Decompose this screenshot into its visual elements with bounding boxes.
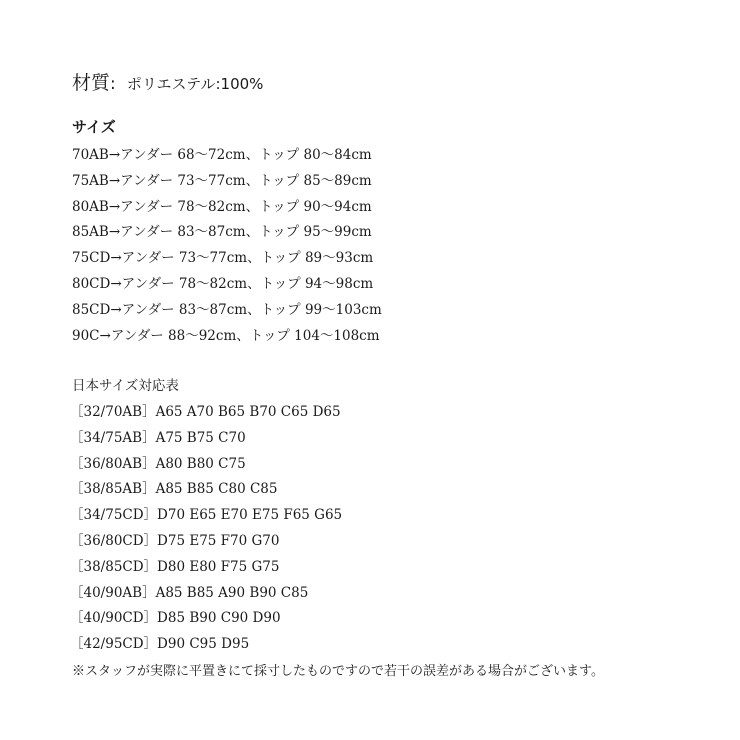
size-row: 90C→アンダー 88〜92cm、トップ 104〜108cm: [72, 327, 380, 344]
size-row: 75CD→アンダー 73〜77cm、トップ 89〜93cm: [72, 250, 374, 267]
japan-size-row: ［36/80CD］D75 E75 F70 G70: [70, 532, 280, 549]
size-row: 80AB→アンダー 78〜82cm、トップ 90〜94cm: [72, 198, 372, 215]
japan-size-row: ［42/95CD］D90 C95 D95: [70, 636, 250, 653]
size-row: 80CD→アンダー 78〜82cm、トップ 94〜98cm: [72, 275, 374, 292]
material-line: [72, 68, 263, 95]
japan-size-row: ［34/75CD］D70 E65 E70 E75 F65 G65: [70, 507, 343, 524]
japan-size-list: [70, 400, 342, 658]
material-value: ポリエステル:100%: [126, 75, 264, 93]
size-row: 75AB→アンダー 73〜77cm、トップ 85〜89cm: [72, 172, 372, 189]
size-list: [72, 143, 382, 349]
size-row: 70AB→アンダー 68〜72cm、トップ 80〜84cm: [72, 147, 372, 163]
size-row: 85AB→アンダー 83〜87cm、トップ 95〜99cm: [72, 224, 372, 241]
japan-size-row: ［38/85AB］A85 B85 C80 C85: [70, 481, 278, 498]
size-heading: サイズ: [72, 118, 116, 136]
material-colon: :: [110, 74, 116, 94]
measurement-note: ※スタッフが実際に平置きにて採寸したものですので若干の誤差がある場合がございます。: [72, 664, 604, 679]
japan-size-row: ［40/90CD］D85 B90 C90 D90: [70, 610, 281, 627]
japan-size-row: ［36/80AB］A80 B80 C75: [70, 455, 246, 472]
japan-size-row: ［34/75AB］A75 B75 C70: [70, 429, 246, 446]
japan-size-row: ［38/85CD］D80 E80 F75 G75: [70, 558, 280, 575]
japan-size-heading: 日本サイズ対応表: [72, 378, 179, 394]
material-label: 材質: [72, 72, 111, 94]
size-row: 85CD→アンダー 83〜87cm、トップ 99〜103cm: [72, 301, 382, 318]
japan-size-row: ［40/90AB］A85 B85 A90 B90 C85: [70, 584, 309, 601]
japan-size-row: ［32/70AB］A65 A70 B65 B70 C65 D65: [70, 404, 341, 420]
